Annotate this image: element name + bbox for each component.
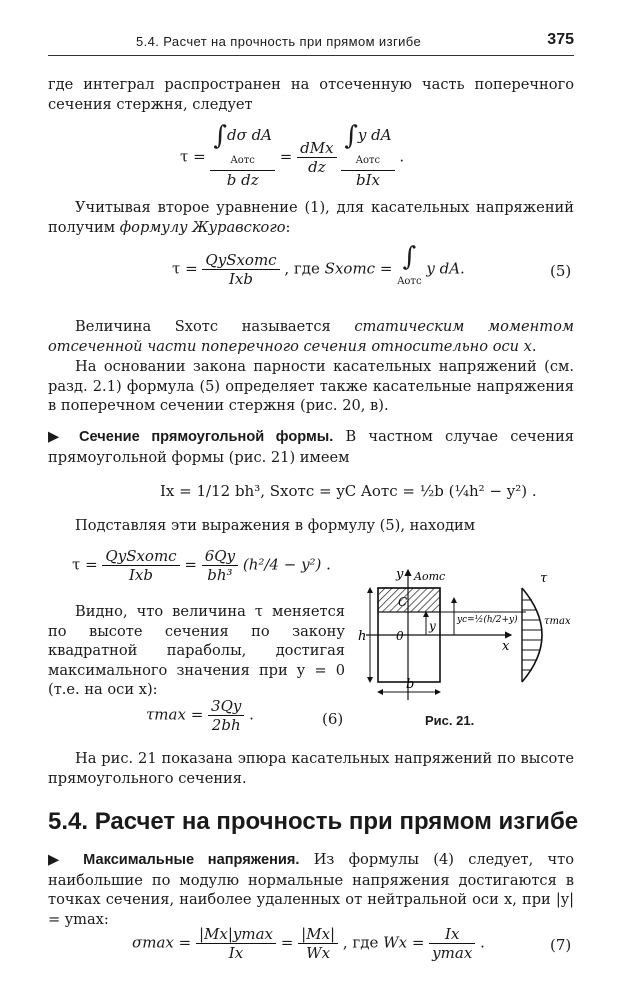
eq7-fraction-3: [429, 925, 475, 962]
equation-5-label: (5): [550, 262, 572, 280]
eq6-end: .: [249, 705, 254, 724]
figure-caption: Рис. 21.: [425, 713, 475, 728]
triangle-bullet-icon: ▶: [48, 851, 69, 868]
eq7-where: , где: [342, 933, 379, 952]
eq5-fraction: [202, 251, 279, 288]
eq6-lhs: τmax =: [146, 705, 204, 724]
equation-7: [132, 925, 485, 962]
eq-tau-equals: =: [184, 555, 197, 574]
eq6-num: 3Qy: [208, 697, 244, 716]
paragraph-substituting: Подставляя эти выражения в формулу (5), находим: [75, 517, 476, 534]
eq5-num: QySxотс: [202, 251, 279, 270]
eq-tau-fraction-2: [202, 547, 238, 584]
label-y-axis: y: [396, 567, 404, 582]
tau-parabola: [522, 588, 542, 682]
label-a-ots: Aотс: [414, 570, 446, 583]
eq-tau-den1: Ixb: [129, 566, 153, 584]
equation-6-label: (6): [322, 710, 344, 728]
eq5-s: Sxотс =: [324, 259, 393, 278]
equation-tau-rect: [72, 547, 331, 584]
eq7-equals: =: [280, 933, 294, 952]
eq1-num2: dMx: [297, 139, 336, 158]
eq1-fraction-3: ∫y dA $_{Aотс}$ bIx: [341, 126, 394, 189]
paragraph-parabola: Видно, что величина τ меняется по высоте сечения по закону квадратной параболы, достигая максимального значения при y = 0 (т.е. на оси x):: [48, 603, 345, 698]
cut-area-hatch: [378, 588, 440, 612]
label-b: b: [406, 677, 415, 692]
eq1-den2: dz: [308, 158, 326, 176]
label-x: x: [502, 639, 510, 654]
eq7-fraction-2: [298, 925, 338, 962]
eq1-int2-body: y dA: [357, 126, 392, 144]
paragraph-intro: где интеграл распространен на отсеченную часть поперечного сечения стержня, следует: [48, 76, 574, 113]
eq1-den1: b dz: [226, 171, 259, 189]
triangle-bullet-icon: ▶: [48, 428, 67, 445]
equation-tau-derivation: [180, 121, 405, 189]
p3-end: .: [531, 337, 537, 355]
eq-tau-paren: (h²/4 − y²) .: [242, 555, 331, 574]
eq5-den: Ixb: [229, 270, 253, 288]
figure-21: [356, 560, 578, 710]
p2-text: Учитывая второе уравнение (1), для касательных напряжений получим: [48, 199, 574, 236]
label-c: C: [398, 595, 408, 609]
eq-tau-fraction-1: [102, 547, 179, 584]
eq1-int1-body: dσ dA: [226, 126, 273, 144]
eq5-integral: ∫ $_{Aотс}$: [397, 242, 422, 287]
header-section-title: 5.4. Расчет на прочность при прямом изгибе: [136, 34, 422, 49]
eq7-den3: ymax: [432, 944, 473, 962]
p3-term: статическим моментом отсеченной части поперечного сечения относительно оси x: [48, 318, 574, 355]
paragraph-max-stress: [48, 850, 574, 929]
eq-tau-lhs: τ =: [72, 555, 98, 574]
equation-5: [172, 242, 465, 291]
p2-term: формулу Журавского: [119, 218, 286, 236]
eq1-equals: =: [279, 147, 293, 166]
eq1-int2-limit: Aотс: [355, 155, 381, 166]
eq1-fraction-1: ∫dσ dA $_{Aотс}$ b dz: [210, 126, 275, 189]
eq7-den1: Ix: [228, 944, 244, 962]
eq1-fraction-2: [297, 139, 336, 176]
eq7-end: .: [480, 933, 485, 952]
eq1-lhs: τ =: [180, 147, 206, 166]
label-tau-max: τmax: [544, 616, 571, 627]
label-yc: yc=½(h/2+y): [457, 615, 518, 625]
running-header: [48, 33, 574, 56]
eq5-body: y dA.: [426, 259, 465, 278]
p5-heading: Сечение прямоугольной формы.: [78, 429, 334, 445]
label-origin: 0: [396, 629, 404, 643]
eq5-lhs: τ =: [172, 259, 198, 278]
eq6-den: 2bh: [211, 716, 241, 734]
eq-tau-num2: 6Qy: [202, 547, 238, 566]
eq7-fraction-1: [196, 925, 276, 962]
eq-tau-den2: bh³: [207, 566, 233, 584]
paragraph-epure: На рис. 21 показана эпюра касательных напряжений по высоте прямоугольного сечения.: [48, 750, 574, 787]
p2-end: :: [285, 218, 291, 236]
label-tau: τ: [540, 571, 548, 586]
eq1-den3: bIx: [355, 171, 380, 189]
paragraph-parity-law: На основании закона парности касательных напряжений (см. разд. 2.1) формула (5) определяет также касательные напряжения в поперечном сечении стержня (рис. 20, в).: [48, 358, 574, 414]
section-heading: 5.4. Расчет на прочность при прямом изгибе: [48, 808, 579, 835]
eq7-num2: |Mx|: [298, 925, 338, 944]
paragraph-rectangular: [48, 427, 574, 467]
eq6-fraction: [208, 697, 244, 734]
p9-heading: Максимальные напряжения.: [83, 852, 300, 868]
paragraph-zhuravsky: [48, 198, 574, 237]
equation-ix: Ix = 1/12 bh³, Sxотс = yC Aотс = ½b (¼h² − y²) .: [160, 482, 537, 500]
equation-6: [146, 697, 254, 734]
eq7-w: Wx =: [383, 933, 425, 952]
equation-7-label: (7): [550, 936, 572, 954]
p3-start: Величина Sxотс называется: [75, 318, 331, 335]
eq1-int1-limit: Aотс: [230, 155, 255, 166]
eq-tau-num1: QySxотс: [102, 547, 179, 566]
eq7-num3: Ix: [429, 925, 475, 944]
eq1-end: .: [399, 147, 405, 166]
eq7-den2: Wx: [306, 944, 331, 962]
paragraph-static-moment: [48, 317, 574, 356]
label-y: y: [429, 619, 436, 633]
eq5-where: , где: [284, 259, 320, 278]
page-number: 375: [547, 31, 574, 48]
p9-text: Из формулы (4) следует, что наибольшие по модулю нормальные напряжения достигаются в точках сечения, наиболее удаленных от нейтральной оси x, при |y| = ymax:: [48, 851, 574, 928]
label-h: h: [358, 629, 367, 644]
eq7-lhs: σmax =: [132, 933, 192, 952]
p5-text: В частном случае сечения прямоугольной формы (рис. 21) имеем: [48, 428, 575, 466]
eq7-num1: |Mx|ymax: [196, 925, 276, 944]
eq5-limit: Aотс: [397, 276, 422, 287]
